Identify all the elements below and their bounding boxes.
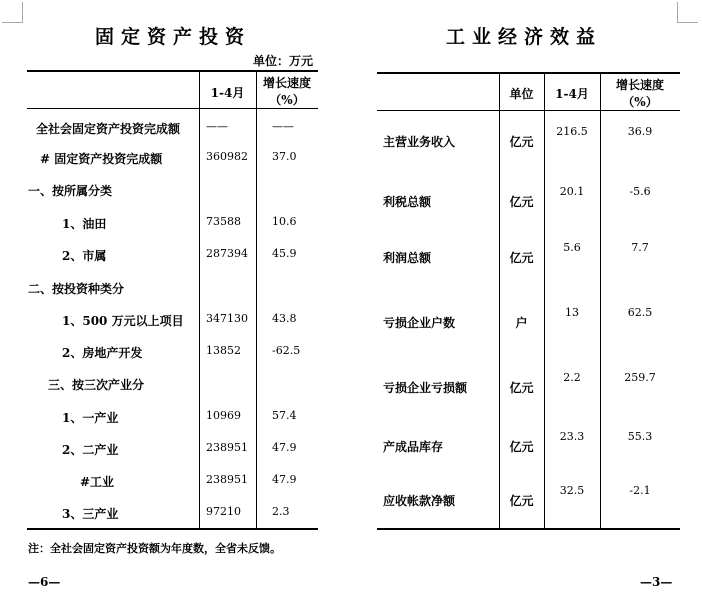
right-row-growth: -5.6 xyxy=(629,185,651,198)
left-row-value: 13852 xyxy=(206,344,241,357)
right-table-divider-3 xyxy=(600,73,601,529)
right-row-value: 23.3 xyxy=(559,430,585,443)
left-row-growth: 47.9 xyxy=(272,473,297,486)
left-row-growth: 47.9 xyxy=(272,441,297,454)
left-table-header-rule xyxy=(27,108,318,109)
right-row-unit: 亿元 xyxy=(509,195,534,209)
right-row-growth: 259.7 xyxy=(624,371,656,384)
right-row-value: 2.2 xyxy=(563,371,581,384)
left-footnote: 注：全社会固定资产投资额为年度数，全省未反馈。 xyxy=(28,542,281,555)
right-row-growth: -2.1 xyxy=(629,484,651,497)
right-page-number: —3— xyxy=(640,575,673,589)
left-row-growth: —— xyxy=(272,120,294,133)
left-row-value: 73588 xyxy=(206,215,241,228)
left-header-period: 1-4月 xyxy=(210,86,245,100)
left-row-value: 347130 xyxy=(206,312,248,325)
right-row-label: 产成品库存 xyxy=(383,440,444,454)
right-row-label: 利润总额 xyxy=(383,251,432,265)
left-row-label: 三、按三次产业分 xyxy=(48,378,145,392)
left-row-value: 10969 xyxy=(206,409,241,422)
left-row-value: 287394 xyxy=(206,247,248,260)
left-row-growth: 10.6 xyxy=(272,215,297,228)
left-row-label: 2、二产业 xyxy=(62,443,119,457)
right-row-label: 亏损企业户数 xyxy=(383,316,456,330)
left-unit-label: 单位：万元 xyxy=(253,54,314,68)
left-row-label: 1、500 万元以上项目 xyxy=(62,314,184,328)
left-row-label: 2、房地产开发 xyxy=(62,346,143,360)
left-row-label: 1、一产业 xyxy=(62,411,119,425)
crop-mark-top-right xyxy=(677,2,698,23)
right-row-label: 亏损企业亏损额 xyxy=(383,381,468,395)
right-row-label: 利税总额 xyxy=(383,195,432,209)
left-row-value: —— xyxy=(206,120,228,133)
left-row-growth: 57.4 xyxy=(272,409,297,422)
left-header-growth: 增长速度 xyxy=(262,76,311,90)
right-row-label: 应收帐款净额 xyxy=(383,494,456,508)
right-header-period: 1-4月 xyxy=(555,87,589,101)
right-header-growth: 增长速度 xyxy=(615,78,664,92)
right-row-label: 主营业务收入 xyxy=(383,135,456,149)
left-row-label: 1、油田 xyxy=(62,217,107,231)
left-table-top-rule xyxy=(27,70,318,72)
right-row-unit: 亿元 xyxy=(509,135,534,149)
left-row-label: 全社会固定资产投资完成额 xyxy=(36,122,181,136)
right-header-unit: 单位 xyxy=(509,87,534,101)
left-row-label: 2、市属 xyxy=(62,249,107,263)
left-row-growth: 2.3 xyxy=(272,505,290,518)
right-row-value: 216.5 xyxy=(556,125,588,138)
right-row-unit: 亿元 xyxy=(509,494,534,508)
right-table-bottom-rule xyxy=(377,528,680,530)
left-row-growth: 43.8 xyxy=(272,312,297,325)
left-row-label: # 固定资产投资完成额 xyxy=(40,152,163,166)
right-row-value: 5.6 xyxy=(563,241,581,254)
right-row-value: 32.5 xyxy=(559,484,585,497)
left-row-growth: 45.9 xyxy=(272,247,297,260)
right-row-growth: 55.3 xyxy=(627,430,653,443)
right-header-growth-unit: （%） xyxy=(622,95,658,109)
right-table-header-rule xyxy=(377,110,680,111)
right-row-value: 20.1 xyxy=(559,185,585,198)
left-row-label: 3、三产业 xyxy=(62,507,119,521)
left-row-value: 97210 xyxy=(206,505,241,518)
right-row-unit: 亿元 xyxy=(509,251,534,265)
left-row-value: 238951 xyxy=(206,473,248,486)
left-table-bottom-rule xyxy=(27,528,318,530)
left-row-label: #工业 xyxy=(80,475,115,489)
left-row-label: 二、按投资种类分 xyxy=(28,282,125,296)
left-row-value: 238951 xyxy=(206,441,248,454)
left-row-growth: -62.5 xyxy=(272,344,301,357)
left-row-value: 360982 xyxy=(206,150,248,163)
right-table-top-rule xyxy=(377,72,680,74)
right-row-unit: 亿元 xyxy=(509,381,534,395)
right-row-unit: 亿元 xyxy=(509,440,534,454)
right-row-growth: 62.5 xyxy=(627,306,653,319)
left-row-growth: 37.0 xyxy=(272,150,297,163)
right-table-divider-2 xyxy=(544,73,545,529)
crop-mark-top-left xyxy=(2,2,23,23)
right-row-unit: 户 xyxy=(515,316,528,330)
left-header-growth-unit: （%） xyxy=(269,93,305,107)
left-table-divider-1 xyxy=(199,71,200,529)
right-row-growth: 7.7 xyxy=(631,241,649,254)
right-row-growth: 36.9 xyxy=(627,125,653,138)
left-row-label: 一、按所属分类 xyxy=(28,184,113,198)
left-page-number: —6— xyxy=(28,575,61,589)
right-row-value: 13 xyxy=(565,306,579,319)
left-page-title: 固定资产投资 xyxy=(95,26,252,48)
right-page-title: 工业经济效益 xyxy=(446,26,603,48)
left-table-divider-2 xyxy=(256,71,257,529)
